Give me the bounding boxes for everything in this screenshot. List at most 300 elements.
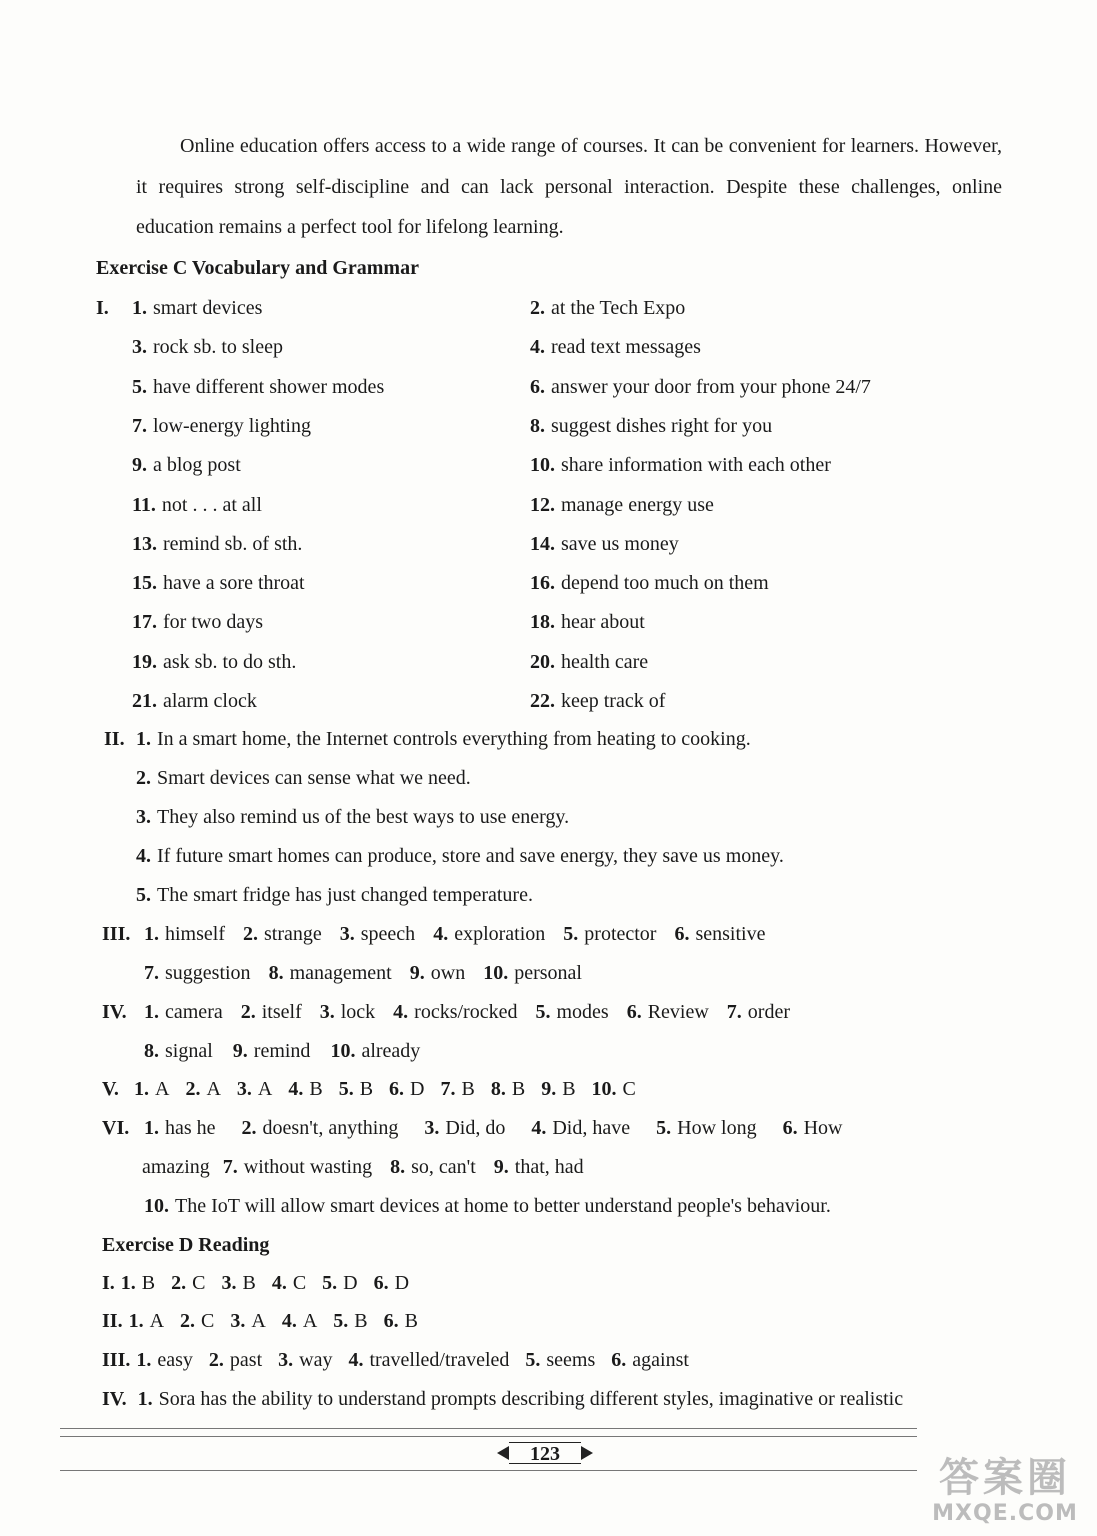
item-number: 12. — [530, 493, 555, 516]
answer-row — [144, 1039, 440, 1063]
item-number: 6. — [530, 375, 545, 398]
answer-item — [656, 1117, 756, 1139]
item-number: 1. — [128, 1310, 144, 1332]
answer-item — [530, 454, 831, 476]
item-text: A — [149, 1310, 165, 1332]
item-text: strange — [264, 923, 322, 945]
item-text: C — [292, 1272, 307, 1294]
item-number: 3. — [136, 806, 151, 828]
item-text: exploration — [454, 923, 546, 945]
footer-rule — [60, 1470, 917, 1471]
answer-item — [136, 1349, 193, 1371]
item-text: A — [302, 1310, 318, 1332]
item-text: sensitive — [695, 923, 766, 945]
item-text: past — [229, 1349, 263, 1371]
answer-item — [269, 962, 392, 984]
roman-numeral: I. — [96, 297, 109, 319]
item-number: 3. — [230, 1310, 246, 1332]
answer-item — [132, 572, 305, 594]
answer-item — [530, 533, 679, 555]
item-number: 9. — [232, 1040, 248, 1062]
intro-paragraph: Online education offers access to a wide range of courses. It can be convenient for learners. However, it requires strong self-discipline and can lack personal interaction. Despite these challenges, online education remains a perfect tool for lifelong learning. — [136, 135, 1002, 238]
item-number: 14. — [530, 532, 555, 555]
answer-item — [243, 923, 322, 945]
answer-row — [134, 1077, 652, 1101]
item-text: B — [511, 1078, 526, 1100]
answer-item — [389, 1078, 424, 1100]
item-number: 8. — [490, 1078, 506, 1100]
item-number: 5. — [535, 1001, 551, 1023]
item-number: 1. — [120, 1272, 136, 1294]
list-item — [530, 532, 679, 556]
item-number: 4. — [393, 1001, 409, 1023]
item-number: 7. — [440, 1078, 456, 1100]
item-number: 3. — [236, 1078, 252, 1100]
item-text: ask sb. to do sth. — [163, 650, 297, 673]
page-number: 123 — [497, 1438, 593, 1468]
list-item — [136, 883, 533, 907]
item-number: 9. — [409, 962, 425, 984]
item-text: doesn't, anything — [262, 1117, 399, 1139]
item-number: 9. — [541, 1078, 557, 1100]
answer-item — [390, 1156, 476, 1178]
list-item — [530, 650, 648, 674]
item-number: 17. — [132, 611, 157, 634]
answer-item — [233, 1040, 311, 1062]
item-text: A — [257, 1078, 273, 1100]
item-text: D — [410, 1078, 425, 1100]
item-number: 5. — [333, 1310, 349, 1332]
answer-item — [278, 1349, 332, 1371]
item-text: A — [155, 1078, 170, 1100]
watermark — [920, 1455, 1090, 1530]
item-text: itself — [261, 1001, 302, 1023]
list-item — [530, 375, 871, 399]
item-text: B — [359, 1078, 374, 1100]
list-item — [132, 532, 302, 556]
item-text: that, had — [514, 1156, 584, 1178]
answer-item — [531, 1117, 630, 1139]
answer-item — [230, 1310, 265, 1332]
answer-item — [136, 806, 569, 828]
item-text: save us money — [561, 532, 679, 555]
answer-item — [132, 454, 241, 476]
list-item — [530, 610, 645, 634]
answer-item — [144, 1117, 216, 1139]
item-number: 5. — [656, 1117, 672, 1139]
answer-item — [339, 1078, 373, 1100]
item-text: In a smart home, the Internet controls everything from heating to cooking. — [157, 728, 751, 750]
item-text: manage energy use — [561, 493, 714, 516]
answer-item — [129, 1310, 164, 1332]
item-text: travelled/traveled — [369, 1349, 510, 1371]
item-number: 4. — [136, 845, 151, 867]
watermark-url: MXQE.COM — [932, 1501, 1078, 1526]
item-number: 9. — [132, 454, 147, 477]
answer-row — [144, 1000, 808, 1024]
answer-item — [132, 415, 311, 437]
item-number: 6. — [782, 1117, 798, 1139]
item-text: The smart fridge has just changed temperature. — [157, 884, 533, 906]
item-number: 16. — [530, 572, 555, 595]
answer-item — [288, 1078, 322, 1100]
item-number: 10. — [483, 962, 509, 984]
item-text: speech — [360, 923, 416, 945]
answer-item — [727, 1001, 790, 1023]
exercise-c-heading: Exercise C Vocabulary and Grammar — [96, 257, 419, 279]
item-text: suggestion — [165, 962, 251, 984]
answer-item — [132, 297, 262, 319]
item-text: management — [289, 962, 392, 984]
answer-item — [132, 690, 257, 712]
answer-item — [136, 767, 471, 789]
answer-item — [530, 651, 648, 673]
answer-item — [121, 1272, 155, 1294]
item-number: 2. — [171, 1272, 187, 1294]
item-number: 11. — [132, 493, 156, 516]
roman-numeral: I. — [102, 1272, 115, 1294]
item-text: Did, do — [445, 1117, 506, 1139]
list-item — [132, 414, 311, 438]
watermark-logo: 答案圈 — [939, 1455, 1071, 1501]
item-number: 3. — [424, 1117, 440, 1139]
answer-item — [530, 336, 701, 358]
roman-numeral: VI. — [102, 1117, 130, 1139]
item-text: way — [299, 1349, 333, 1371]
item-number: 4. — [531, 1117, 547, 1139]
answer-item — [530, 494, 714, 516]
item-text: hear about — [561, 611, 645, 634]
answer-row — [142, 1155, 602, 1179]
item-text: share information with each other — [561, 454, 831, 477]
item-text: C — [622, 1078, 636, 1100]
answer-item — [627, 1001, 709, 1023]
item-number: 4. — [271, 1272, 287, 1294]
answer-row — [102, 1271, 425, 1295]
item-number: 8. — [530, 414, 545, 437]
answer-item — [282, 1310, 317, 1332]
answer-row — [144, 1194, 831, 1218]
item-text: remind — [253, 1040, 311, 1062]
item-number: 5. — [322, 1272, 338, 1294]
item-number: 5. — [563, 923, 579, 945]
answer-item — [185, 1078, 220, 1100]
item-number: 2. — [136, 767, 151, 789]
answer-item — [393, 1001, 517, 1023]
list-item — [132, 296, 262, 320]
item-text: keep track of — [561, 690, 666, 712]
item-text: B — [404, 1310, 418, 1332]
item-text: easy — [157, 1349, 193, 1371]
item-number: 2. — [530, 297, 545, 319]
item-text: Review — [647, 1001, 709, 1023]
item-text: not . . . at all — [161, 493, 262, 516]
item-text: How long — [677, 1117, 757, 1139]
answer-item — [530, 297, 685, 319]
arrow-right-icon — [581, 1446, 593, 1460]
answer-item — [272, 1272, 306, 1294]
item-text: depend too much on them — [561, 572, 769, 595]
item-number: 3. — [221, 1272, 237, 1294]
roman-numeral: II. — [104, 728, 125, 750]
item-number: 21. — [132, 690, 157, 712]
list-item — [132, 493, 262, 517]
list-item — [132, 335, 283, 359]
item-text: rock sb. to sleep — [153, 336, 283, 359]
answer-item — [132, 651, 296, 673]
item-number: 10. — [530, 454, 555, 477]
item-number: 22. — [530, 690, 555, 712]
answer-item — [535, 1001, 608, 1023]
item-text: seems — [546, 1349, 596, 1371]
item-number: 7. — [144, 962, 159, 984]
item-text: A — [206, 1078, 221, 1100]
item-text: protector — [584, 923, 657, 945]
answer-item — [209, 1349, 262, 1371]
list-item — [530, 493, 714, 517]
item-text: smart devices — [153, 297, 263, 319]
answer-row — [102, 1309, 434, 1333]
item-text: B — [562, 1078, 576, 1100]
item-number: 1. — [136, 1349, 152, 1371]
item-text: The IoT will allow smart devices at home to better understand people's behaviour. — [175, 1195, 831, 1217]
item-number: 7. — [726, 1001, 742, 1023]
answer-item — [384, 1310, 418, 1332]
item-number: 6. — [373, 1272, 389, 1294]
answer-row — [144, 961, 600, 985]
item-text: read text messages — [551, 336, 701, 359]
item-text: has he — [165, 1117, 216, 1139]
item-number: 10. — [330, 1040, 356, 1062]
item-text: a blog post — [153, 454, 241, 477]
item-number: 2. — [240, 1001, 256, 1023]
roman-numeral: II. — [102, 1310, 123, 1332]
answer-item — [136, 884, 533, 906]
answer-item — [320, 1001, 375, 1023]
answer-item — [410, 962, 465, 984]
list-item — [530, 335, 701, 359]
item-number: 6. — [674, 923, 690, 945]
item-text: order — [747, 1001, 790, 1023]
answer-item — [136, 845, 784, 867]
item-number: 18. — [530, 611, 555, 634]
item-number: 6. — [611, 1349, 627, 1371]
exercise-d-heading: Exercise D Reading — [102, 1234, 270, 1256]
item-text: have a sore throat — [163, 572, 305, 595]
item-number: 1. — [144, 923, 159, 945]
list-item — [132, 689, 257, 713]
item-text: B — [309, 1078, 323, 1100]
list-item — [530, 689, 665, 713]
item-text: signal — [165, 1040, 213, 1062]
item-number: 2. — [208, 1349, 224, 1371]
item-number: 4. — [530, 336, 545, 359]
answer-item — [136, 728, 751, 750]
answer-item — [132, 376, 384, 398]
item-number: 1. — [132, 297, 147, 319]
list-item — [136, 844, 784, 868]
answer-item — [237, 1078, 272, 1100]
item-number: 2. — [243, 923, 258, 945]
list-item — [530, 453, 831, 477]
item-number: 4. — [348, 1349, 364, 1371]
item-number: 3. — [339, 923, 355, 945]
answer-item — [223, 1156, 372, 1178]
list-item — [136, 766, 471, 790]
item-number: 7. — [222, 1156, 238, 1178]
answer-item — [132, 611, 263, 633]
item-number: 15. — [132, 572, 157, 595]
item-text: A — [251, 1310, 266, 1332]
answer-item — [242, 1117, 399, 1139]
answer-row — [102, 1387, 903, 1411]
item-text: have different shower modes — [153, 375, 385, 398]
item-number: 7. — [132, 414, 147, 437]
answer-item — [541, 1078, 575, 1100]
item-number: 8. — [390, 1156, 406, 1178]
footer-rule — [60, 1436, 917, 1437]
item-number: 1. — [144, 1001, 159, 1023]
answer-item — [530, 690, 665, 712]
item-text: against — [632, 1349, 689, 1371]
roman-numeral: IV. — [102, 1001, 127, 1023]
item-number: 10. — [144, 1195, 169, 1217]
item-number: 6. — [626, 1001, 642, 1023]
item-number: 19. — [132, 650, 157, 673]
answer-row — [102, 1348, 705, 1372]
item-number: 13. — [132, 532, 157, 555]
answer-item — [221, 1272, 255, 1294]
answer-item — [530, 415, 772, 437]
roman-numeral: III. — [102, 1349, 131, 1371]
list-item — [132, 571, 305, 595]
item-text: They also remind us of the best ways to use energy. — [157, 806, 570, 828]
item-text: If future smart homes can produce, store and save energy, they save us money. — [157, 845, 784, 867]
item-text: C — [201, 1310, 215, 1332]
answer-item — [530, 572, 769, 594]
answer-item — [530, 376, 871, 398]
answer-item — [494, 1156, 584, 1178]
item-number: 3. — [132, 336, 147, 359]
item-text: Sora has the ability to understand prompts describing different styles, imaginative or realistic — [158, 1388, 904, 1410]
answer-item — [134, 1078, 169, 1100]
item-text: Did, have — [552, 1117, 631, 1139]
answer-item — [132, 494, 262, 516]
item-text: D — [394, 1272, 410, 1294]
answer-item — [611, 1349, 689, 1371]
list-item — [530, 571, 769, 595]
item-text: C — [192, 1272, 206, 1294]
answer-item — [241, 1001, 302, 1023]
roman-numeral: IV. — [102, 1388, 127, 1410]
item-text: own — [430, 962, 466, 984]
item-text: remind sb. of sth. — [163, 532, 303, 555]
item-number: 1. — [137, 1388, 153, 1410]
answer-item — [592, 1078, 636, 1100]
answer-item — [171, 1272, 205, 1294]
list-item — [136, 727, 751, 751]
item-number: 4. — [281, 1310, 297, 1332]
item-number: 8. — [268, 962, 284, 984]
item-number: 3. — [278, 1349, 294, 1371]
item-number: 8. — [144, 1040, 159, 1062]
list-item — [530, 296, 685, 320]
item-number: 9. — [493, 1156, 509, 1178]
item-number: 1. — [144, 1117, 159, 1139]
item-text: so, can't — [411, 1156, 476, 1178]
item-number: 5. — [338, 1078, 354, 1100]
answer-item — [525, 1349, 595, 1371]
item-text: B — [141, 1272, 156, 1294]
list-item — [132, 650, 296, 674]
item-text: B — [461, 1078, 475, 1100]
item-text: himself — [165, 923, 225, 945]
answer-item — [333, 1310, 367, 1332]
answer-row — [144, 1116, 868, 1140]
item-text: camera — [165, 1001, 223, 1023]
answer-item — [180, 1310, 214, 1332]
item-text: lock — [340, 1001, 376, 1023]
roman-numeral: V. — [102, 1078, 119, 1100]
item-number: 5. — [136, 884, 151, 906]
list-item — [132, 375, 384, 399]
item-number: 1. — [136, 728, 151, 750]
answer-item — [530, 611, 645, 633]
item-text: health care — [561, 650, 649, 673]
item-number: 4. — [288, 1078, 304, 1100]
item-text: low-energy lighting — [153, 414, 311, 437]
answer-item — [433, 923, 545, 945]
item-text: alarm clock — [163, 690, 257, 712]
item-number: 10. — [591, 1078, 617, 1100]
answer-item — [783, 1117, 843, 1139]
roman-numeral: III. — [102, 923, 131, 945]
item-text: answer your door from your phone 24/7 — [551, 375, 871, 398]
item-number: 2. — [185, 1078, 201, 1100]
arrow-left-icon — [497, 1446, 509, 1460]
list-item — [132, 453, 241, 477]
answer-item — [674, 923, 765, 945]
list-item — [136, 805, 569, 829]
item-number: 1. — [134, 1078, 149, 1100]
item-text: modes — [556, 1001, 609, 1023]
item-text: without wasting — [243, 1156, 373, 1178]
answer-item — [144, 962, 251, 984]
item-text: suggest dishes right for you — [551, 414, 773, 437]
item-text: B — [354, 1310, 368, 1332]
item-number: 6. — [389, 1078, 405, 1100]
answer-row — [144, 922, 783, 946]
answer-item — [132, 336, 283, 358]
answer-item — [132, 533, 302, 555]
answer-item — [483, 962, 582, 984]
item-text: D — [343, 1272, 358, 1294]
answer-item — [330, 1040, 420, 1062]
item-number: 2. — [180, 1310, 196, 1332]
answer-item — [424, 1117, 505, 1139]
list-item — [132, 610, 263, 634]
answer-item — [144, 1040, 213, 1062]
item-text: at the Tech Expo — [551, 297, 686, 319]
answer-item — [322, 1272, 357, 1294]
item-text: How — [803, 1117, 843, 1139]
item-text: B — [242, 1272, 256, 1294]
item-text: rocks/rocked — [414, 1001, 518, 1023]
item-number: 4. — [433, 923, 449, 945]
item-text: for two days — [163, 611, 263, 634]
list-item — [530, 414, 772, 438]
item-number: 6. — [383, 1310, 399, 1332]
